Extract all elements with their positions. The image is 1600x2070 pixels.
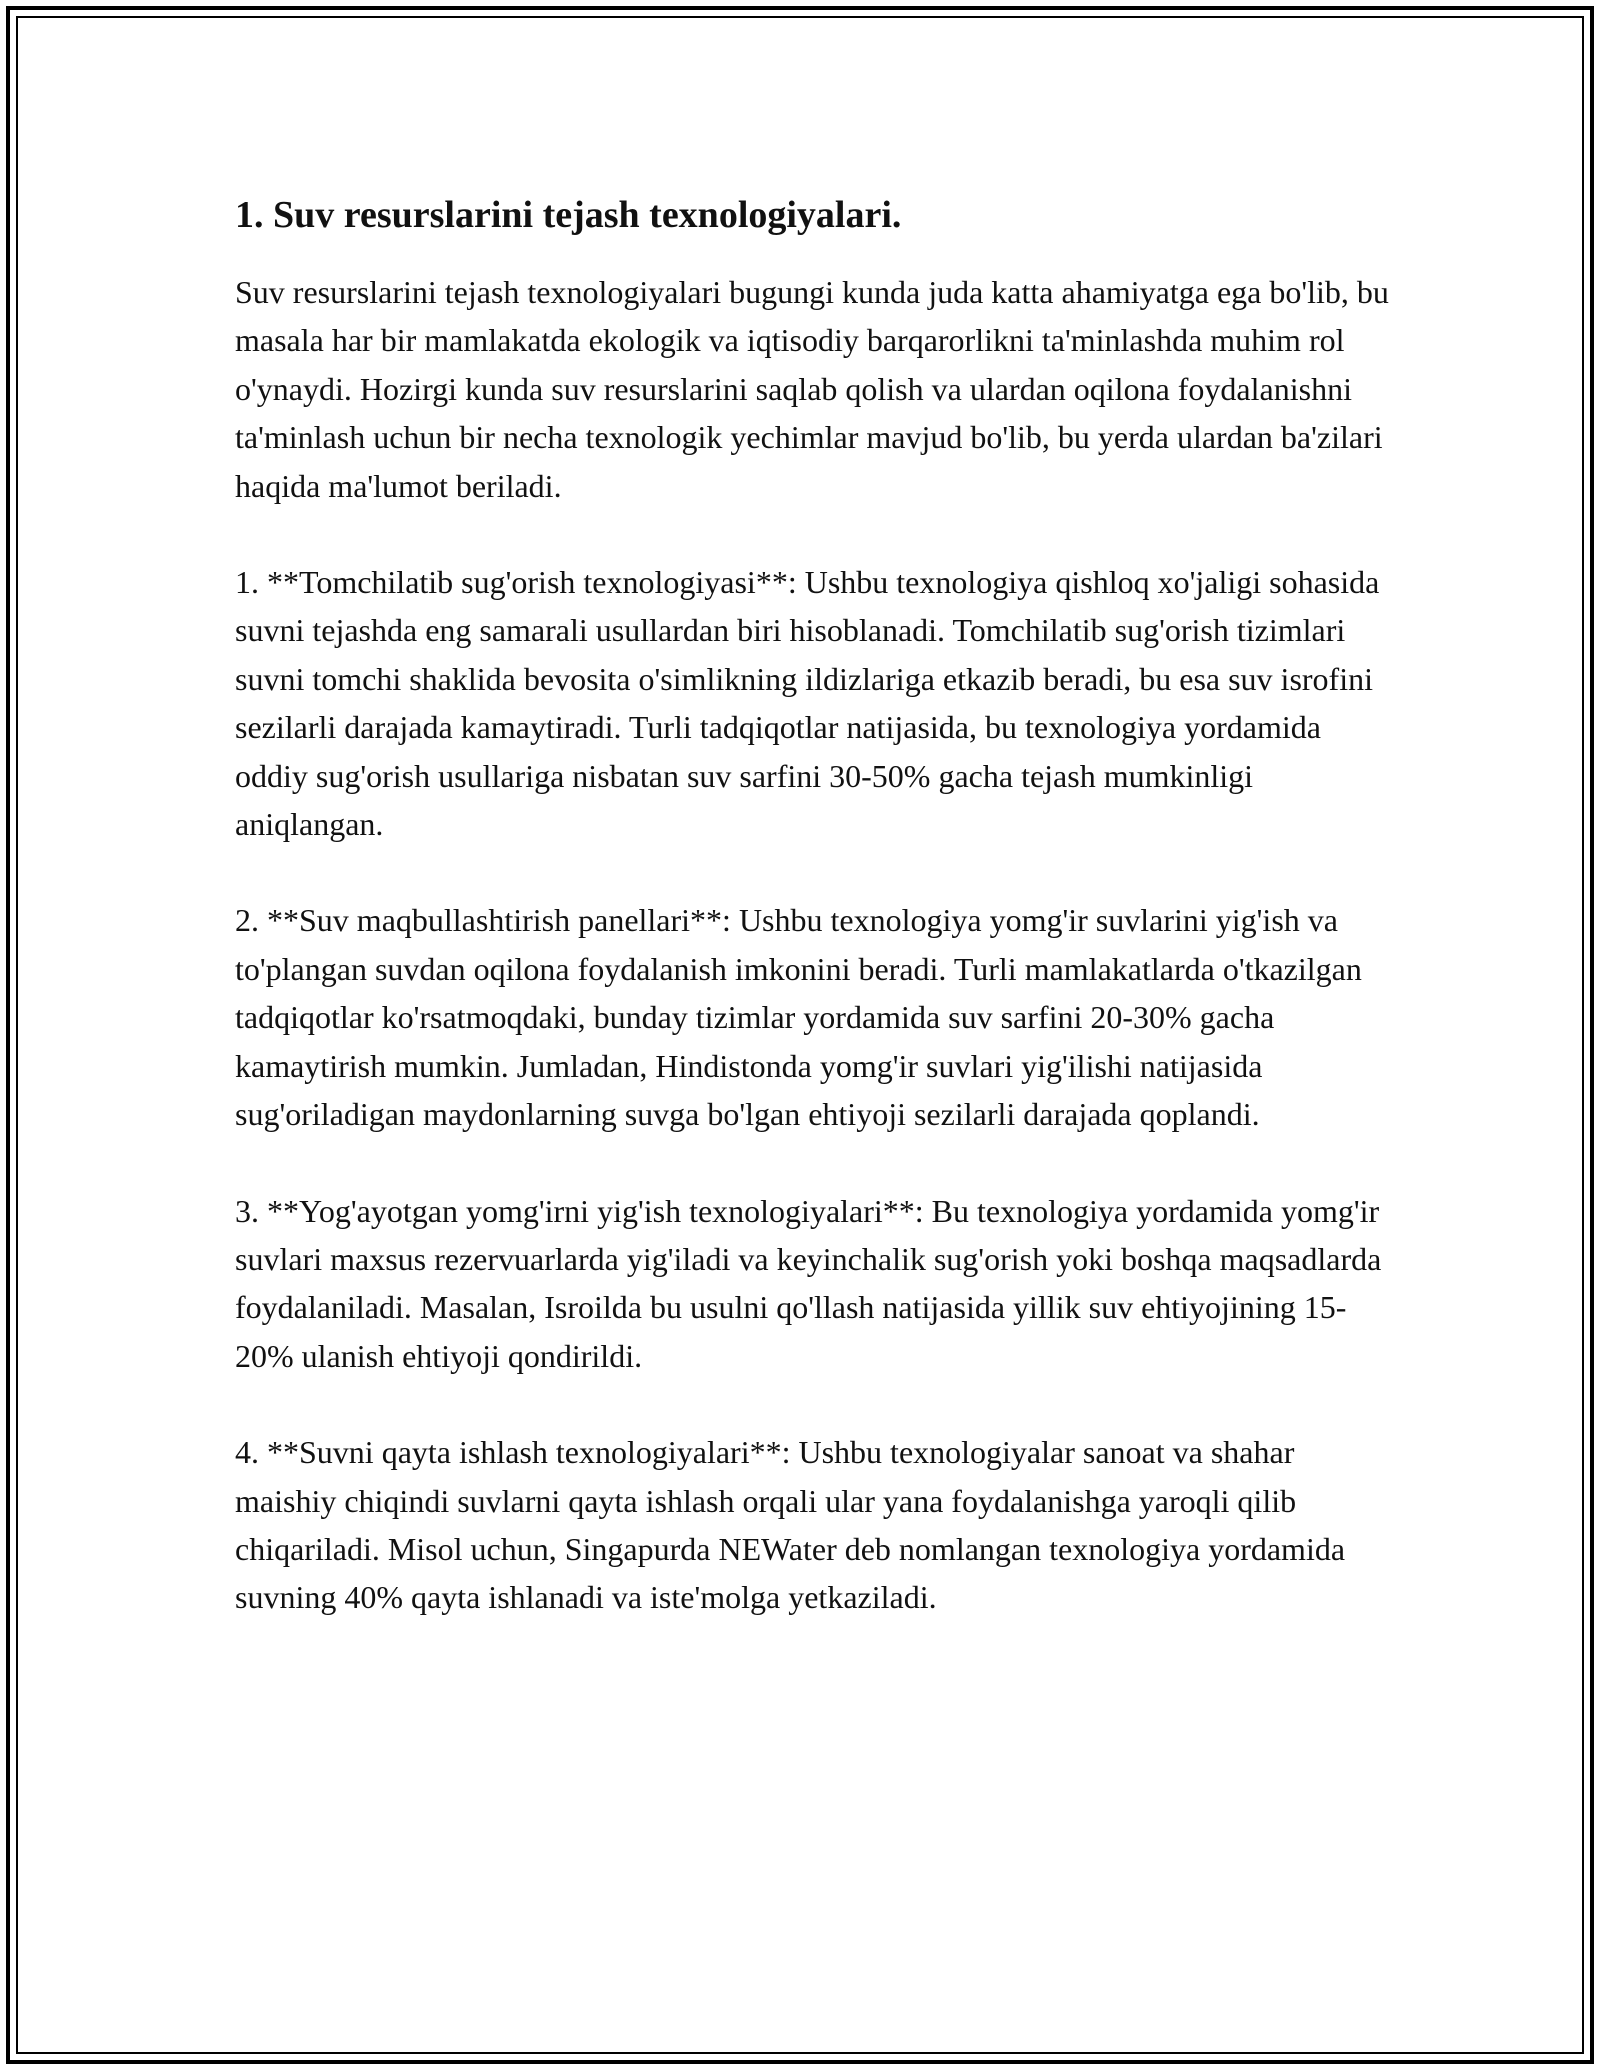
document-body: [235, 190, 1395, 1622]
document-title: 1. Suv resurslarini tejash texnologiyalari.: [235, 194, 902, 236]
paragraph-water-panels: 2. **Suv maqbullashtirish panellari**: Ushbu texnologiya yomg'ir suvlarini yig'ish va to'plangan suvdan oqilona foydalanish imkonini beradi. Turli mamlakatlarda o'tkazilgan tadqiqotlar ko'rsatmoqdaki, bunday tizimlar yordamida suv sarfini 20-30% gacha kamaytirish mumkin. Jumladan, Hindistonda yomg'ir suvlari yig'ilishi natijasida sug'oriladigan maydonlarning suvga bo'lgan ehtiyoji sezilarli darajada qoplandi.: [235, 902, 1362, 1133]
paragraph-water-recycling: 4. **Suvni qayta ishlash texnologiyalari**: Ushbu texnologiyalar sanoat va shahar maishiy chiqindi suvlarni qayta ishlash orqali ular yana foydalanishga yaroqli qilib chiqariladi. Misol uchun, Singapurda NEWater deb nomlangan texnologiya yordamida suvning 40% qayta ishlanadi va iste'molga yetkaziladi.: [235, 1434, 1346, 1616]
paragraph-rainwater-harvesting: 3. **Yog'ayotgan yomg'irni yig'ish texnologiyalari**: Bu texnologiya yordamida yomg'ir suvlari maxsus rezervuarlarda yig'iladi va keyinchalik sug'orish yoki boshqa maqsadlarda foydalaniladi. Masalan, Isroilda bu usulni qo'llash natijasida yillik suv ehtiyojining 15-20% ulanish ehtiyoji qondirildi.: [235, 1192, 1382, 1374]
paragraph-drip-irrigation: 1. **Tomchilatib sug'orish texnologiyasi**: Ushbu texnologiya qishloq xo'jaligi sohasida suvni tejashda eng samarali usullardan biri hisoblanadi. Tomchilatib sug'orish tizimlari suvni tomchi shaklida bevosita o'simlikning ildizlariga etkazib beradi, bu esa suv isrofini sezilarli darajada kamaytiradi. Turli tadqiqotlar natijasida, bu texnologiya yordamida oddiy sug'orish usullariga nisbatan suv sarfini 30-50% gacha tejash mumkinligi aniqlangan.: [235, 564, 1380, 843]
paragraph-intro: Suv resurslarini tejash texnologiyalari bugungi kunda juda katta ahamiyatga ega bo'lib, bu masala har bir mamlakatda ekologik va iqtisodiy barqarorlikni ta'minlashda muhim rol o'ynaydi. Hozirgi kunda suv resurslarini saqlab qolish va ulardan oqilona foydalanishni ta'minlash uchun bir necha texnologik yechimlar mavjud bo'lib, bu yerda ulardan ba'zilari haqida ma'lumot beriladi.: [235, 274, 1389, 504]
